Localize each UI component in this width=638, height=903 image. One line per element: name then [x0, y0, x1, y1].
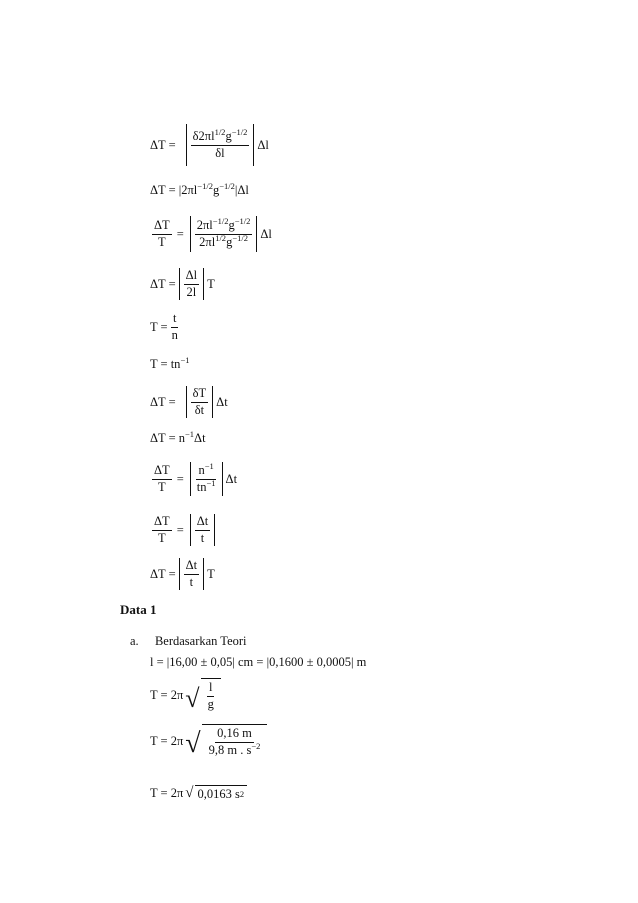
eq10-frac: [195, 515, 211, 546]
eq10-lhs-den: T: [158, 530, 166, 545]
eq9-den: $tn^{-1}$: [196, 477, 216, 494]
eq4-frac: [184, 269, 200, 300]
equation-5: [150, 312, 182, 343]
eq4-den: 2l: [186, 284, 197, 299]
eq9-frac: [195, 460, 218, 495]
eq1-num: $\delta 2\pi l^{1/2}g^{-1/2}$: [191, 130, 250, 146]
equation-6: [150, 354, 190, 371]
eq7-frac: [191, 387, 209, 418]
eq10-lhs-frac: [152, 515, 172, 546]
t3-lhs: T = 2π: [150, 785, 184, 800]
eq10-lhs-num: ΔT: [152, 515, 172, 531]
period-eq-2: [150, 724, 267, 758]
eq6-text: T = tn: [150, 357, 181, 371]
eq9-lhs-den: T: [158, 479, 166, 494]
eq3-tail: Δl: [260, 226, 272, 241]
eq2-exp1: −1/2: [197, 180, 213, 191]
eq6-exp: −1: [180, 354, 190, 365]
eq5-lhs: T =: [150, 320, 168, 334]
eq2-tail: |Δl: [234, 183, 249, 197]
eq3-abs: [190, 216, 258, 252]
eq5-num: t: [171, 312, 178, 328]
length-line: l = |16,00 ± 0,05| cm = |0,1600 ± 0,0005| m: [150, 655, 367, 669]
equation-11: [150, 558, 215, 590]
eq8-exp: −1: [185, 428, 195, 439]
eq7-abs: [186, 386, 214, 418]
eq1-den: δl: [215, 145, 225, 160]
period-eq-3: [150, 785, 247, 801]
list-item-label: a.: [130, 634, 139, 648]
equation-7: [150, 386, 228, 418]
eq1-tail: Δl: [257, 137, 269, 152]
eq1-lhs: ΔT =: [150, 137, 176, 152]
t1-frac: [206, 681, 216, 712]
eq10-num: Δt: [195, 515, 211, 531]
t1-den: g: [207, 696, 214, 711]
equation-1: [150, 124, 269, 166]
t2-sqrt: [185, 724, 267, 758]
list-item-text: Berdasarkan Teori: [154, 634, 247, 648]
eq7-lhs: ΔT =: [150, 394, 176, 409]
t2-den: 9,8 m . $s^{-2}$: [208, 740, 261, 757]
eq3-num: $2\pi l^{-1/2}g^{-1/2}$: [195, 219, 253, 235]
sqrt-symbol: √: [185, 784, 194, 801]
eq2-a: ΔT = |2πl: [150, 183, 198, 197]
eq4-tail: T: [207, 276, 215, 291]
equation-8: [150, 428, 206, 445]
eq3-eq: =: [176, 226, 184, 241]
eq8-tail: Δt: [194, 431, 206, 445]
eq7-tail: Δt: [216, 394, 228, 409]
t2-lhs: T = 2π: [150, 733, 184, 748]
equation-4: [150, 268, 215, 300]
eq2-mid: g: [212, 183, 220, 197]
t1-sqrt: [185, 678, 221, 712]
eq7-den: δt: [194, 402, 205, 417]
eq11-lhs: ΔT =: [150, 566, 176, 581]
eq1-abs: [186, 124, 255, 166]
section-heading: Data 1: [120, 602, 157, 617]
list-item-a: [130, 634, 247, 649]
eq7-num: δT: [191, 387, 209, 403]
eq9-abs: [190, 462, 223, 496]
eq10-eq: =: [176, 522, 184, 537]
eq9-lhs-num: ΔT: [152, 464, 172, 480]
eq11-abs: [179, 558, 205, 590]
eq9-tail: Δt: [225, 471, 238, 486]
eq5-den: n: [171, 327, 178, 342]
eq10-den: t: [200, 530, 205, 545]
eq11-frac: [184, 559, 200, 590]
sqrt-symbol: √: [185, 683, 200, 713]
eq3-lhs-num: ΔT: [152, 219, 172, 235]
eq3-lhs-den: T: [158, 234, 166, 249]
sqrt-symbol: √: [185, 727, 201, 759]
eq1-frac: [191, 126, 250, 161]
equation-10: [150, 514, 218, 546]
eq11-num: Δt: [184, 559, 200, 575]
eq4-lhs: ΔT =: [150, 276, 176, 291]
t1-num: l: [207, 681, 214, 697]
t3-rad: 0,0163 s: [197, 787, 240, 801]
eq3-den: $2\pi l^{1/2}g^{-1/2}$: [199, 232, 248, 249]
eq9-num: $n^{-1}$: [196, 464, 215, 480]
equation-2: [150, 180, 249, 197]
eq4-num: Δl: [184, 269, 200, 285]
t2-num: 0,16 m: [215, 727, 254, 743]
period-eq-1: [150, 678, 221, 712]
eq3-frac: [195, 215, 253, 250]
equation-3: [150, 216, 272, 252]
eq10-abs: [190, 514, 216, 546]
t3-sqrt: √ 0,0163 s 2: [185, 785, 247, 801]
eq11-den: t: [189, 574, 194, 589]
eq2-exp2: −1/2: [219, 180, 235, 191]
eq8-text: ΔT = n: [150, 431, 185, 445]
equation-9: [150, 462, 237, 496]
eq3-lhs-frac: [152, 219, 172, 250]
t2-frac: [207, 727, 263, 758]
eq5-frac: [170, 312, 180, 343]
eq9-eq: =: [176, 471, 184, 486]
eq11-tail: T: [207, 566, 215, 581]
eq9-lhs-frac: [152, 464, 172, 495]
eq4-abs: [179, 268, 205, 300]
t1-lhs: T = 2π: [150, 687, 184, 702]
